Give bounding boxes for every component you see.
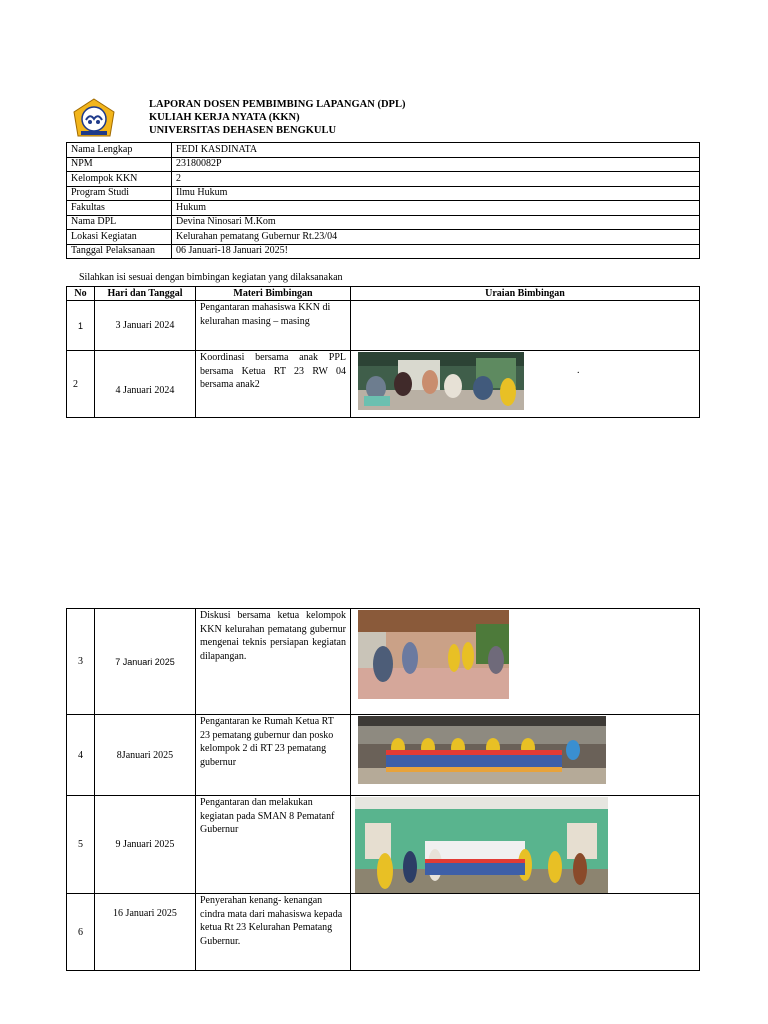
info-value: FEDI KASDINATA bbox=[172, 143, 700, 158]
table-row bbox=[67, 796, 700, 894]
info-row bbox=[67, 157, 700, 172]
report-header bbox=[149, 98, 405, 137]
row-material: Penyerahan kenang- kenangan cindra mata dari mahasiswa kepada ketua Rt 23 Kelurahan Pematang Gubernur. bbox=[196, 894, 351, 971]
activity-photo bbox=[358, 610, 509, 699]
info-label: Nama DPL bbox=[67, 215, 172, 230]
info-value: 23180082P bbox=[172, 157, 700, 172]
col-header-material: Materi Bimbingan bbox=[196, 287, 351, 301]
info-label: Kelompok KKN bbox=[67, 172, 172, 187]
row-date: 3 Januari 2024 bbox=[95, 301, 196, 351]
info-label: Program Studi bbox=[67, 186, 172, 201]
col-header-date: Hari dan Tanggal bbox=[95, 287, 196, 301]
info-value: Devina Ninosari M.Kom bbox=[172, 215, 700, 230]
instruction-text: Silahkan isi sesuai dengan bimbingan kegiatan yang dilaksanakan bbox=[79, 272, 343, 283]
row-date: 16 Januari 2025 bbox=[95, 894, 196, 971]
row-number: 2 bbox=[67, 351, 95, 418]
info-label: Tanggal Pelaksanaan bbox=[67, 244, 172, 259]
info-value: Kelurahan pematang Gubernur Rt.23/04 bbox=[172, 230, 700, 245]
student-info-table bbox=[66, 142, 700, 259]
university-logo bbox=[72, 98, 116, 142]
university-seal-icon bbox=[72, 98, 116, 142]
table-row bbox=[67, 351, 700, 418]
info-value: Hukum bbox=[172, 201, 700, 216]
info-row bbox=[67, 244, 700, 259]
info-label: NPM bbox=[67, 157, 172, 172]
row-number: 1 bbox=[67, 301, 95, 351]
row-description bbox=[351, 351, 700, 418]
info-value: 2 bbox=[172, 172, 700, 187]
col-header-no: No bbox=[67, 287, 95, 301]
table-row bbox=[67, 301, 700, 351]
activity-photo bbox=[358, 352, 524, 410]
row-date: 8Januari 2025 bbox=[95, 715, 196, 796]
activity-photo-banner-group bbox=[358, 716, 606, 784]
row-description bbox=[351, 609, 700, 715]
activity-photo bbox=[358, 716, 606, 784]
activity-photo-school-group bbox=[355, 797, 608, 893]
info-row bbox=[67, 172, 700, 187]
table-header-row bbox=[67, 287, 700, 301]
row-material: Diskusi bersama ketua kelompok KKN kelurahan pematang gubernur mengenai teknis persiapan kegiatan dilapangan. bbox=[196, 609, 351, 715]
info-row bbox=[67, 230, 700, 245]
header-subtitle: KULIAH KERJA NYATA (KKN) bbox=[149, 112, 300, 123]
activity-photo bbox=[355, 797, 608, 893]
header-title: LAPORAN DOSEN PEMBIMBING LAPANGAN (DPL) bbox=[149, 99, 406, 110]
row-description bbox=[351, 301, 700, 351]
activity-photo-discussion bbox=[358, 610, 509, 699]
info-row bbox=[67, 143, 700, 158]
info-row bbox=[67, 215, 700, 230]
table-row bbox=[67, 609, 700, 715]
row-material: Koordinasi bersama anak PPL bersama Ketua RT 23 RW 04 bersama anak2 bbox=[196, 351, 351, 418]
activity-table bbox=[66, 286, 700, 418]
row-number: 6 bbox=[67, 894, 95, 971]
row-date: 4 Januari 2024 bbox=[95, 351, 196, 418]
row-description bbox=[351, 894, 700, 971]
info-row bbox=[67, 201, 700, 216]
row-material: Pengantaran mahasiswa KKN di kelurahan masing – masing bbox=[196, 301, 351, 351]
table-row bbox=[67, 715, 700, 796]
row-material: Pengantaran ke Rumah Ketua RT 23 pematang gubernur dan posko kelompok 2 di RT 23 pematang gubernur bbox=[196, 715, 351, 796]
row-date: 7 Januari 2025 bbox=[95, 609, 196, 715]
info-value: Ilmu Hukum bbox=[172, 186, 700, 201]
row-number: 4 bbox=[67, 715, 95, 796]
row-description bbox=[351, 796, 700, 894]
row-number: 5 bbox=[67, 796, 95, 894]
row-date: 9 Januari 2025 bbox=[95, 796, 196, 894]
desc-mark: . bbox=[577, 365, 580, 376]
info-value: 06 Januari-18 Januari 2025! bbox=[172, 244, 700, 259]
activity-photo-meeting bbox=[358, 352, 524, 410]
info-label: Fakultas bbox=[67, 201, 172, 216]
table-row bbox=[67, 894, 700, 971]
activity-table-continued bbox=[66, 608, 700, 971]
row-description bbox=[351, 715, 700, 796]
info-label: Lokasi Kegiatan bbox=[67, 230, 172, 245]
info-label: Nama Lengkap bbox=[67, 143, 172, 158]
row-number: 3 bbox=[67, 609, 95, 715]
header-university: UNIVERSITAS DEHASEN BENGKULU bbox=[149, 125, 337, 136]
col-header-description: Uraian Bimbingan bbox=[351, 287, 700, 301]
info-row bbox=[67, 186, 700, 201]
row-material: Pengantaran dan melakukan kegiatan pada SMAN 8 Pematanf Gubernur bbox=[196, 796, 351, 894]
